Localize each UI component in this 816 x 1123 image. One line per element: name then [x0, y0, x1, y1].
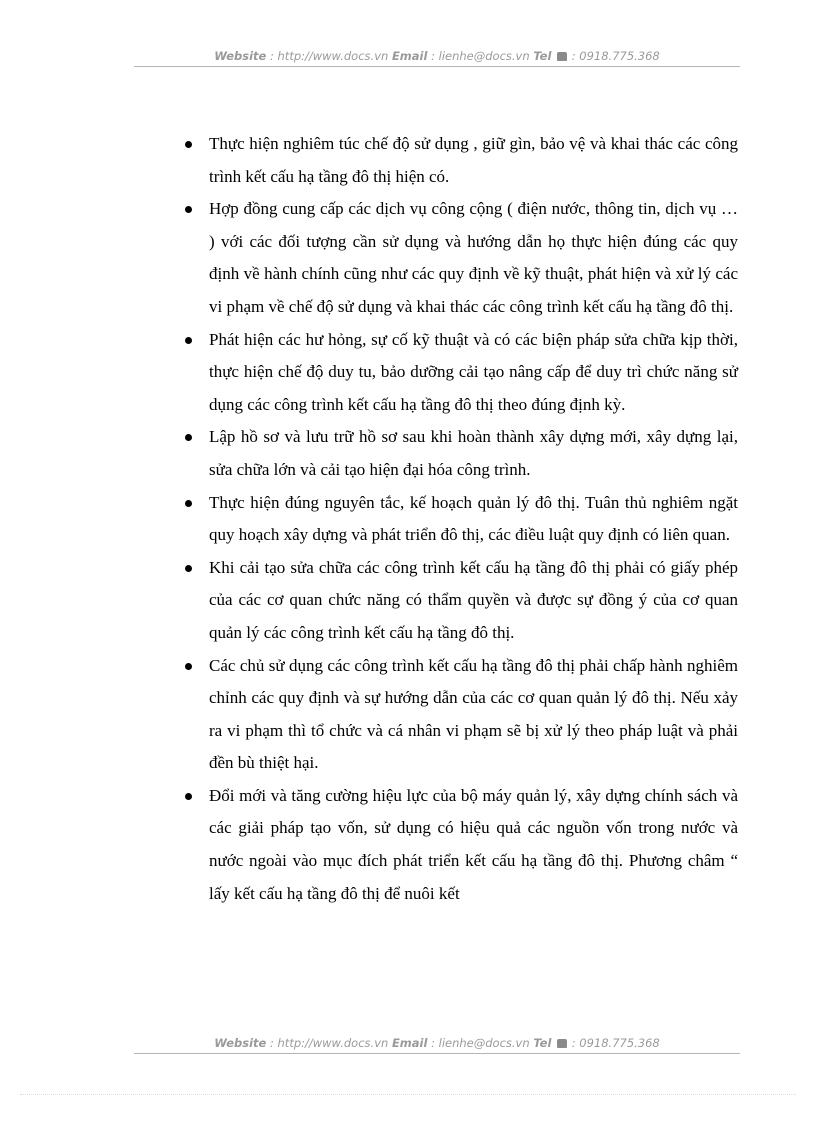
list-item	[182, 780, 738, 910]
footer-email-link[interactable]: lienhe@docs.vn	[438, 1036, 530, 1050]
footer-tel-label: Tel	[533, 1036, 552, 1050]
list-item-text: Đổi mới và tăng cường hiệu lực của bộ máy quản lý, xây dựng chính sách và các giải pháp tạo vốn, sử dụng có hiệu quả các nguồn vốn trong nước và nước ngoài vào mục đích phát triển kết cấu hạ tầng đô thị. Phương châm “ lấy kết cấu hạ tầng đô thị để nuôi kết	[209, 785, 738, 903]
list-item	[182, 650, 738, 780]
phone-icon	[557, 1039, 567, 1048]
list-item-text: Thực hiện đúng nguyên tắc, kế hoạch quản lý đô thị. Tuân thủ nghiêm ngặt quy hoạch xây dựng và phát triển đô thị, các điều luật quy định có liên quan.	[209, 492, 738, 545]
header-website-link[interactable]: http://www.docs.vn	[277, 49, 389, 63]
list-item	[182, 193, 738, 323]
header-tel-label: Tel	[533, 49, 552, 63]
footer-divider	[134, 1053, 740, 1054]
footer-website-label: Website	[214, 1036, 267, 1050]
list-item	[182, 552, 738, 650]
page-edge-dotted-line	[20, 1094, 796, 1095]
list-item	[182, 324, 738, 422]
bullet-icon	[185, 206, 192, 213]
list-item-text: Hợp đồng cung cấp các dịch vụ công cộng ( điện nước, thông tin, dịch vụ … ) với các đối tượng cần sử dụng và hướng dẫn họ thực hiện đúng các quy định về hành chính cũng như các quy định về kỹ thuật, phát hiện và xử lý các vi phạm về chế độ sử dụng và khai thác các công trình kết cấu hạ tầng đô thị.	[209, 199, 738, 316]
list-item-text: Thực hiện nghiêm túc chế độ sử dụng , giữ gìn, bảo vệ và khai thác các công trình kết cấu hạ tầng đô thị hiện có.	[209, 134, 738, 186]
bullet-icon	[185, 434, 192, 441]
footer-website-link[interactable]: http://www.docs.vn	[277, 1036, 389, 1050]
header-email-link[interactable]: lienhe@docs.vn	[438, 49, 530, 63]
header-divider	[134, 66, 740, 67]
footer-tel-value: 0918.775.368	[579, 1036, 660, 1050]
list-item	[182, 128, 738, 193]
bullet-icon	[185, 500, 192, 507]
header-website-label: Website	[214, 49, 267, 63]
page-header: Website : http://www.docs.vn Email : lienhe@docs.vn Tel : 0918.775.368	[214, 49, 660, 63]
header-email-label: Email	[391, 49, 428, 63]
bullet-list	[182, 128, 738, 910]
list-item-text: Lập hồ sơ và lưu trữ hồ sơ sau khi hoàn thành xây dựng mới, xây dựng lại, sửa chữa lớn và cải tạo hiện đại hóa công trình.	[209, 427, 738, 479]
page-footer: Website : http://www.docs.vn Email : lienhe@docs.vn Tel : 0918.775.368	[214, 1036, 660, 1050]
footer-email-label: Email	[391, 1036, 428, 1050]
list-item	[182, 421, 738, 486]
bullet-icon	[185, 663, 192, 670]
list-item-text: Phát hiện các hư hỏng, sự cố kỹ thuật và có các biện pháp sửa chữa kịp thời, thực hiện chế độ duy tu, bảo dưỡng cải tạo nâng cấp để duy trì chức năng sử dụng các công trình kết cấu hạ tầng đô thị theo đúng định kỳ.	[209, 329, 738, 414]
bullet-icon	[185, 141, 192, 148]
list-item	[182, 487, 738, 552]
list-item-text: Khi cải tạo sửa chữa các công trình kết cấu hạ tầng đô thị phải có giấy phép của các cơ quan chức năng có thẩm quyền và được sự đồng ý của cơ quan quản lý các công trình kết cấu hạ tầng đô thị.	[209, 557, 738, 642]
list-item-text: Các chủ sử dụng các công trình kết cấu hạ tầng đô thị phải chấp hành nghiêm chỉnh các quy định và sự hướng dẫn của các cơ quan quản lý đô thị. Nếu xảy ra vi phạm thì tổ chức và cá nhân vi phạm sẽ bị xử lý theo pháp luật và phải đền bù thiệt hại.	[209, 655, 738, 773]
header-tel-value: 0918.775.368	[579, 49, 660, 63]
bullet-icon	[185, 565, 192, 572]
phone-icon	[557, 52, 567, 61]
bullet-icon	[185, 793, 192, 800]
bullet-icon	[185, 337, 192, 344]
